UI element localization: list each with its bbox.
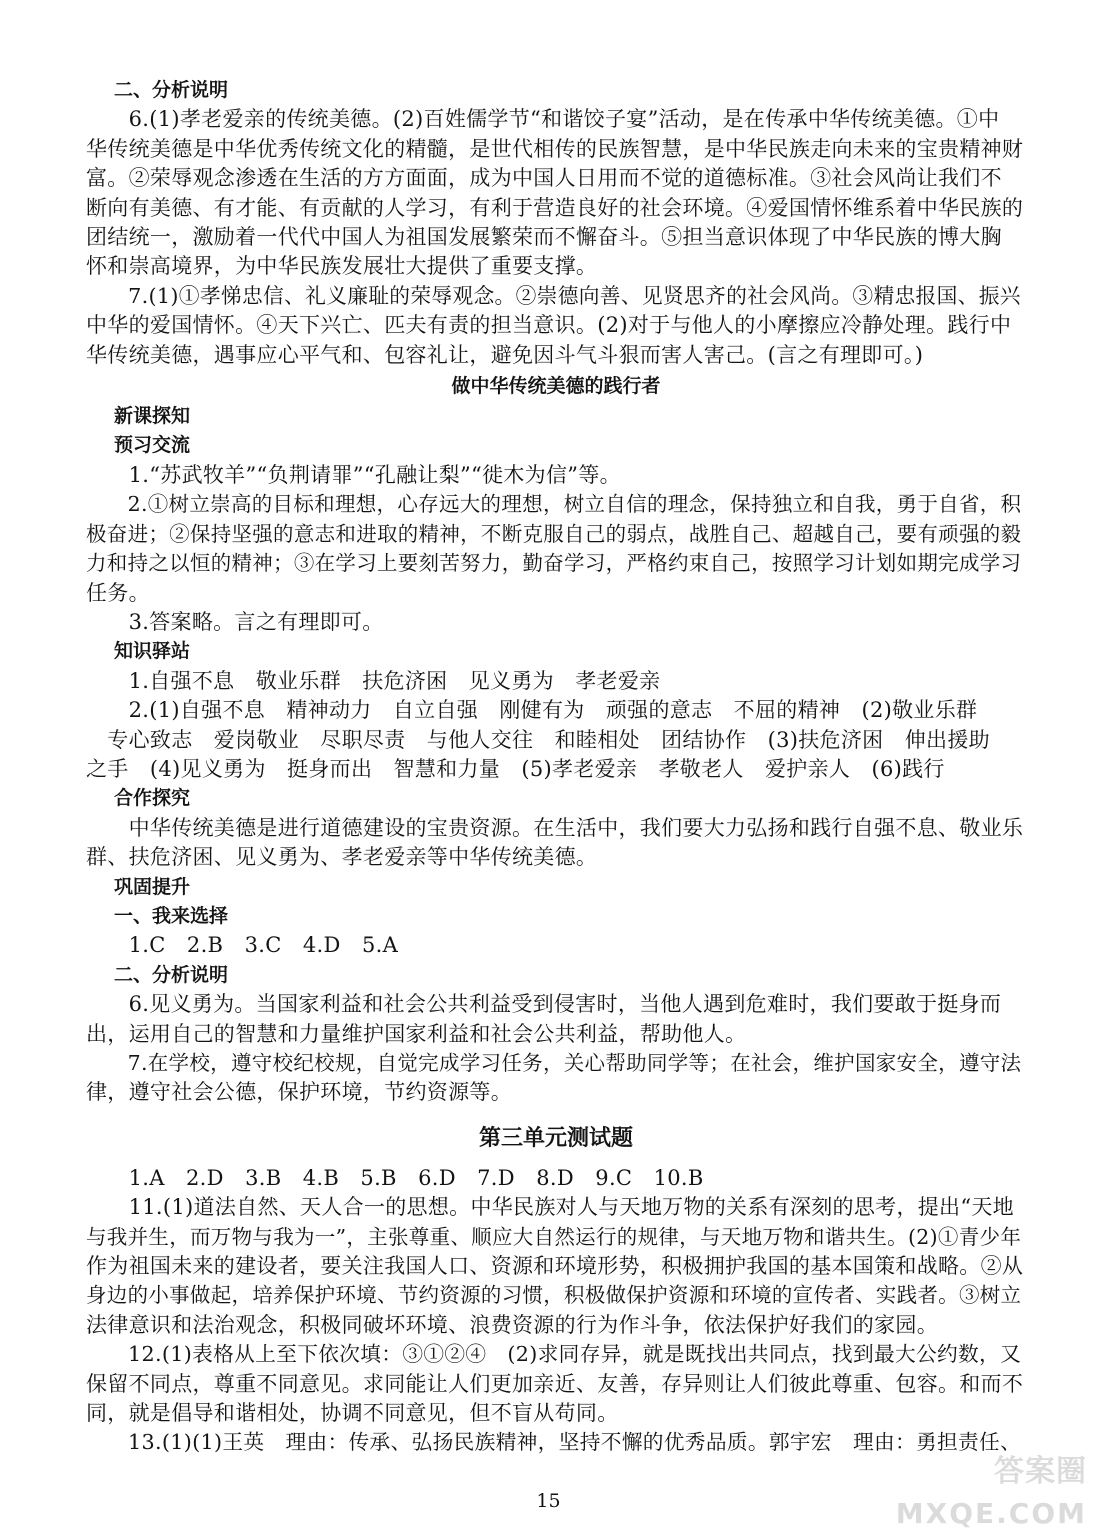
text-line: 出，运用自己的智慧和力量维护国家利益和社会公共利益，帮助他人。 (86, 1021, 747, 1046)
unit-test-title: 第三单元测试题 (478, 1125, 633, 1151)
text-line: 1.自强不息 敬业乐群 扶危济困 见义勇为 孝老爱亲 (86, 668, 661, 693)
text-line: 华传统美德，遇事应心平气和、包容礼让，避免因斗气斗狠而害人害己。(言之有理即可。) (86, 342, 924, 367)
document-body (86, 76, 1026, 1458)
watermark-logo (895, 1446, 1091, 1530)
text-line: 群、扶危济困、见义勇为、孝老爱亲等中华传统美德。 (86, 845, 598, 870)
text-line: 极奋进；②保持坚强的意志和进取的精神，不断克服自己的弱点，战胜自己、超越自己，要有顽强的毅 (86, 521, 1022, 546)
text-line: 1.“苏武牧羊”“负荆请罪”“孔融让梨”“徙木为信”等。 (86, 462, 621, 487)
section-heading: 知识驿站 (114, 640, 191, 663)
text-line: 富。②荣辱观念渗透在生活的方方面面，成为中国人日用而不觉的道德标准。③社会风尚让我们不 (86, 166, 1002, 191)
text-line: 13.(1)(1)王英 理由：传承、弘扬民族精神，坚持不懈的优秀品质。郭宇宏 理由：勇担责任、 (86, 1430, 1022, 1455)
section-heading: 二、分析说明 (114, 79, 229, 101)
text-line: 1.C 2.B 3.C 4.D 5.A (86, 933, 399, 958)
text-line: 力和持之以恒的精神；③在学习上要刻苦努力，勤奋学习，严格约束自己，按照学习计划如期完成学习 (86, 551, 1022, 576)
text-line: 专心致志 爱岗敬业 尽职尽责 与他人交往 和睦相处 团结协作 (3)扶危济困 伸出援助 (86, 727, 990, 752)
text-line: 作为祖国未来的建设者，要关注我国人口、资源和环境形势，积极拥护我国的基本国策和战略。②从 (86, 1254, 1024, 1279)
text-line: 身边的小事做起，培养保护环境、节约资源的习惯，积极做保护资源和环境的宣传者、实践者。③树立 (86, 1283, 1022, 1308)
text-line: 断向有美德、有才能、有贡献的人学习，有利于营造良好的社会环境。④爱国情怀维系着中华民族的 (86, 195, 1024, 220)
text-line: 11.(1)道法自然、天人合一的思想。中华民族对人与天地万物的关系有深刻的思考，提出“天地 (86, 1195, 1014, 1220)
text-line: 团结统一，激励着一代代中国人为祖国发展繁荣而不懈奋斗。⑤担当意识体现了中华民族的博大胸 (86, 225, 1002, 250)
text-line: 怀和崇高境界，为中华民族发展壮大提供了重要支撑。 (86, 254, 598, 279)
text-line: 3.答案略。言之有理即可。 (86, 609, 384, 634)
text-line: 与我并生，而万物与我为一”，主张尊重、顺应大自然运行的规律，与天地万物和谐共生。(2)①青少年 (86, 1224, 1022, 1249)
text-line: 华传统美德是中华优秀传统文化的精髓，是世代相传的民族智慧，是中华民族走向未来的宝贵精神财 (86, 136, 1024, 161)
text-line: 任务。 (86, 580, 150, 605)
text-line: 6.见义勇为。当国家利益和社会公共利益受到侵害时，当他人遇到危难时，我们要敢于挺身而 (86, 992, 1002, 1017)
text-line: 同，就是倡导和谐相处，协调不同意见，但不盲从苟同。 (86, 1401, 619, 1426)
text-line: 7.在学校，遵守校纪校规，自觉完成学习任务，关心帮助同学等；在社会，维护国家安全，遵守法 (86, 1051, 1022, 1075)
text-line: 7.(1)①孝悌忠信、礼义廉耻的荣辱观念。②崇德向善、见贤思齐的社会风尚。③精忠报国、振兴 (86, 283, 1021, 308)
text-line: 法律意识和法治观念，积极同破坏环境、浪费资源的行为作斗争，依法保护好我们的家园。 (86, 1312, 938, 1337)
section-heading: 预习交流 (114, 434, 191, 457)
text-line: 律，遵守社会公德，保护环境，节约资源等。 (86, 1080, 512, 1105)
section-heading: 一、我来选择 (114, 904, 229, 927)
lesson-title: 做中华传统美德的践行者 (451, 375, 661, 398)
text-line: 2.①树立崇高的目标和理想，心存远大的理想，树立自信的理念，保持独立和自我，勇于自省，积 (86, 492, 1022, 517)
text-line: 1.A 2.D 3.B 4.B 5.B 6.D 7.D 8.D 9.C 10.B (86, 1165, 704, 1190)
text-line: 12.(1)表格从上至下依次填：③①②④ (2)求同存异，就是既找出共同点，找到最大公约数，又 (86, 1342, 1022, 1367)
text-line: 之手 (4)见义勇为 挺身而出 智慧和力量 (5)孝老爱亲 孝敬老人 爱护亲人 (6)践行 (86, 756, 945, 781)
page-number: 15 (536, 1490, 561, 1512)
text-line: 中华传统美德是进行道德建设的宝贵资源。在生活中，我们要大力弘扬和践行自强不息、敬业乐 (86, 815, 1024, 840)
section-heading: 新课探知 (114, 405, 191, 428)
section-heading: 巩固提升 (114, 875, 191, 898)
text-line: 2.(1)自强不息 精神动力 自立自强 刚健有为 顽强的意志 不屈的精神 (2)敬业乐群 (86, 698, 978, 723)
watermark-bottom-text: MXQE.COM (895, 1497, 1087, 1530)
text-line: 中华的爱国情怀。④天下兴亡、匹夫有责的担当意识。(2)对于与他人的小摩擦应冷静处理。践行中 (86, 313, 1012, 338)
text-line: 6.(1)孝老爱亲的传统美德。(2)百姓儒学节“和谐饺子宴”活动，是在传承中华传统美德。①中 (86, 107, 1000, 132)
watermark-top-text: 答案圈 (994, 1454, 1087, 1489)
section-heading: 合作探究 (114, 787, 191, 810)
text-line: 保留不同点，尊重不同意见。求同能让人们更加亲近、友善，存异则让人们彼此尊重、包容。和而不 (86, 1371, 1024, 1396)
section-heading: 二、分析说明 (114, 963, 229, 986)
